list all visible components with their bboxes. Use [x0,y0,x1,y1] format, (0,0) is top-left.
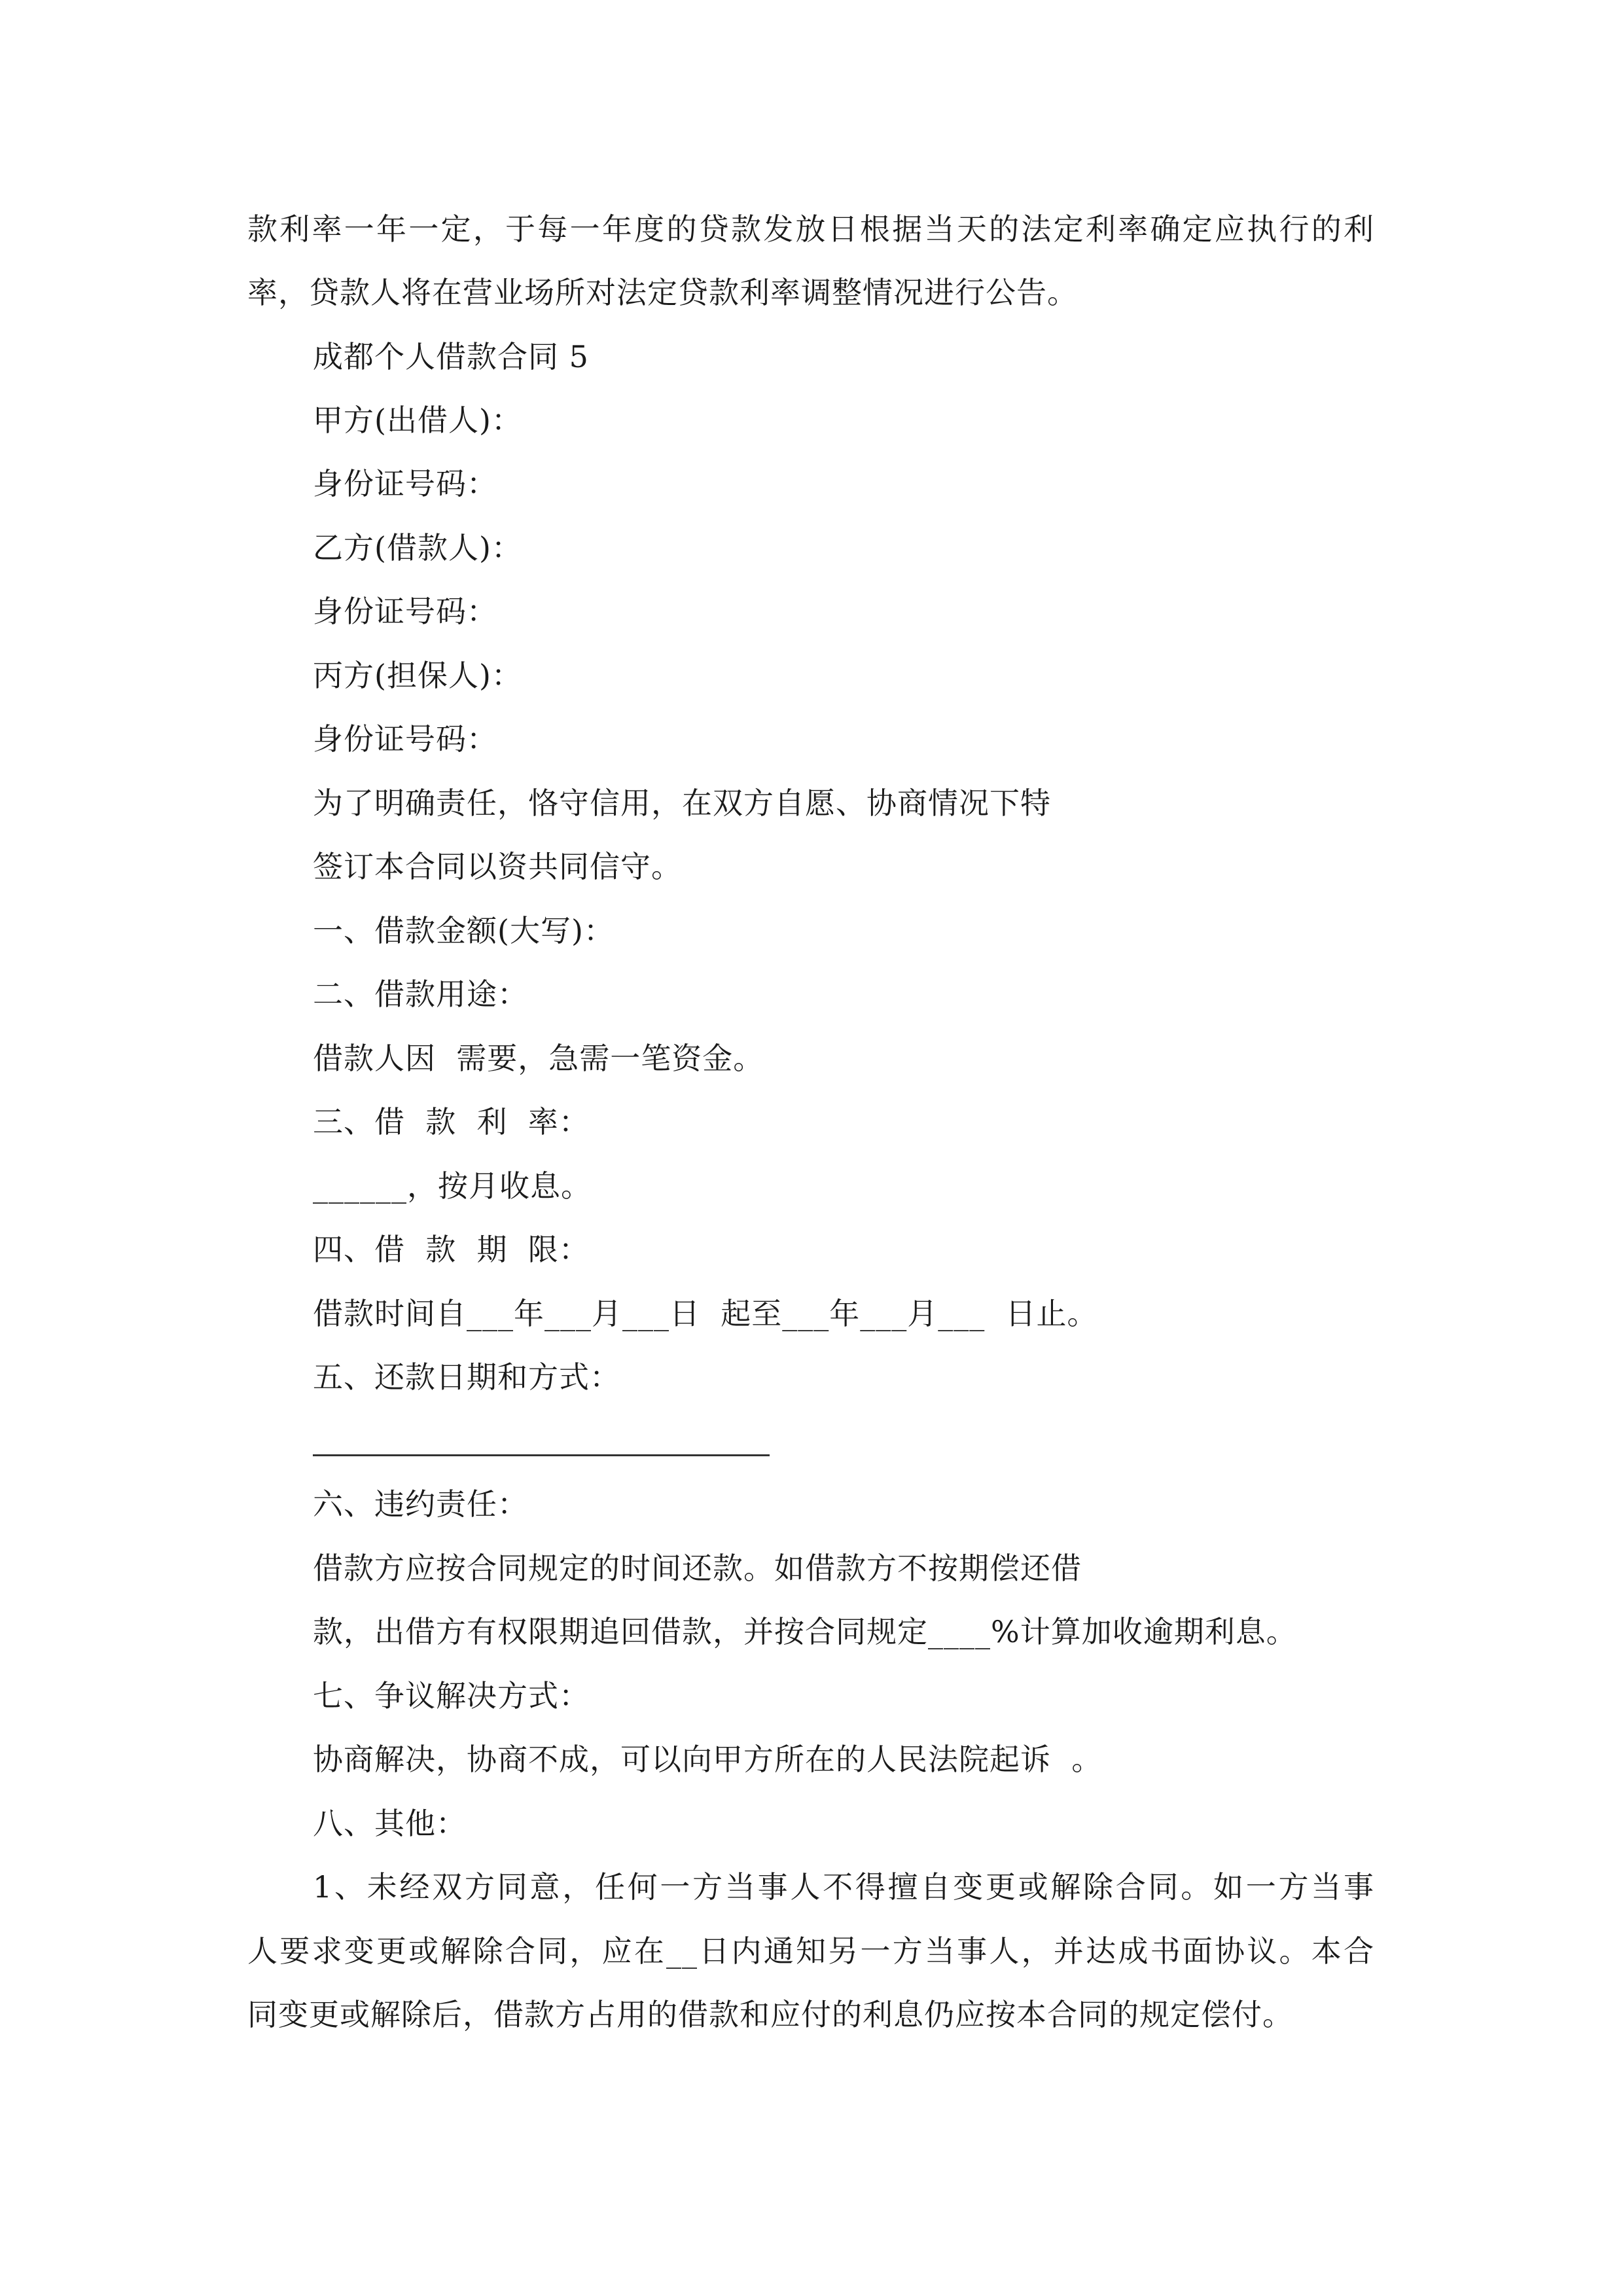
lender-id-label: 身份证号码： [313,466,497,501]
contract-title: 成都个人借款合同 5 [313,339,589,374]
borrower-label: 乙方(借款人)： [313,530,522,565]
paragraph-line: 借款人因 需要，急需一笔资金。 [313,1041,764,1076]
paragraph-line: 率，贷款人将在营业场所对法定贷款利率调整情况进行公告。 [247,275,1078,310]
guarantor-id-label: 身份证号码： [313,721,497,757]
section-heading: 六、违约责任： [313,1486,528,1522]
section-heading: 四、借 款 期 限： [313,1232,590,1267]
section-heading: 七、争议解决方式： [313,1678,590,1713]
guarantor-label: 丙方(担保人)： [313,658,522,693]
paragraph-line: 借款时间自___年___月___日 起至___年___月___ 日止。 [313,1296,1098,1331]
paragraph-line: 款利率一年一定，于每一年度的贷款发放日根据当天的法定利率确定应执行的利 [247,211,1374,247]
paragraph-line: ______，按月收息。 [313,1168,592,1204]
section-heading: 八、其他： [313,1806,467,1841]
preamble-line: 签订本合同以资共同信守。 [313,849,682,884]
borrower-id-label: 身份证号码： [313,594,497,629]
paragraph-line: 协商解决，协商不成，可以向甲方所在的人民法院起诉 。 [313,1742,1103,1777]
paragraph-line: 1、未经双方同意，任何一方当事人不得擅自变更或解除合同。如一方当事 [313,1869,1374,1905]
section-heading: 一、借款金额(大写)： [313,913,615,948]
paragraph-line: 同变更或解除后，借款方占用的借款和应付的利息仍应按本合同的规定偿付。 [247,1997,1293,2032]
paragraph-line: 借款方应按合同规定的时间还款。如借款方不按期偿还借 [313,1551,1082,1586]
paragraph-line: 款，出借方有权限期追回借款，并按合同规定____%计算加收逾期利息。 [313,1614,1297,1649]
blank-fill-line [313,1454,770,1456]
section-heading: 三、借 款 利 率： [313,1104,590,1139]
lender-label: 甲方(出借人)： [313,403,522,438]
section-heading: 五、还款日期和方式： [313,1359,620,1395]
section-heading: 二、借款用途： [313,977,528,1012]
preamble-line: 为了明确责任，恪守信用，在双方自愿、协商情况下特 [313,785,1051,821]
paragraph-line: 人要求变更或解除合同，应在__日内通知另一方当事人，并达成书面协议。本合 [247,1933,1374,1969]
